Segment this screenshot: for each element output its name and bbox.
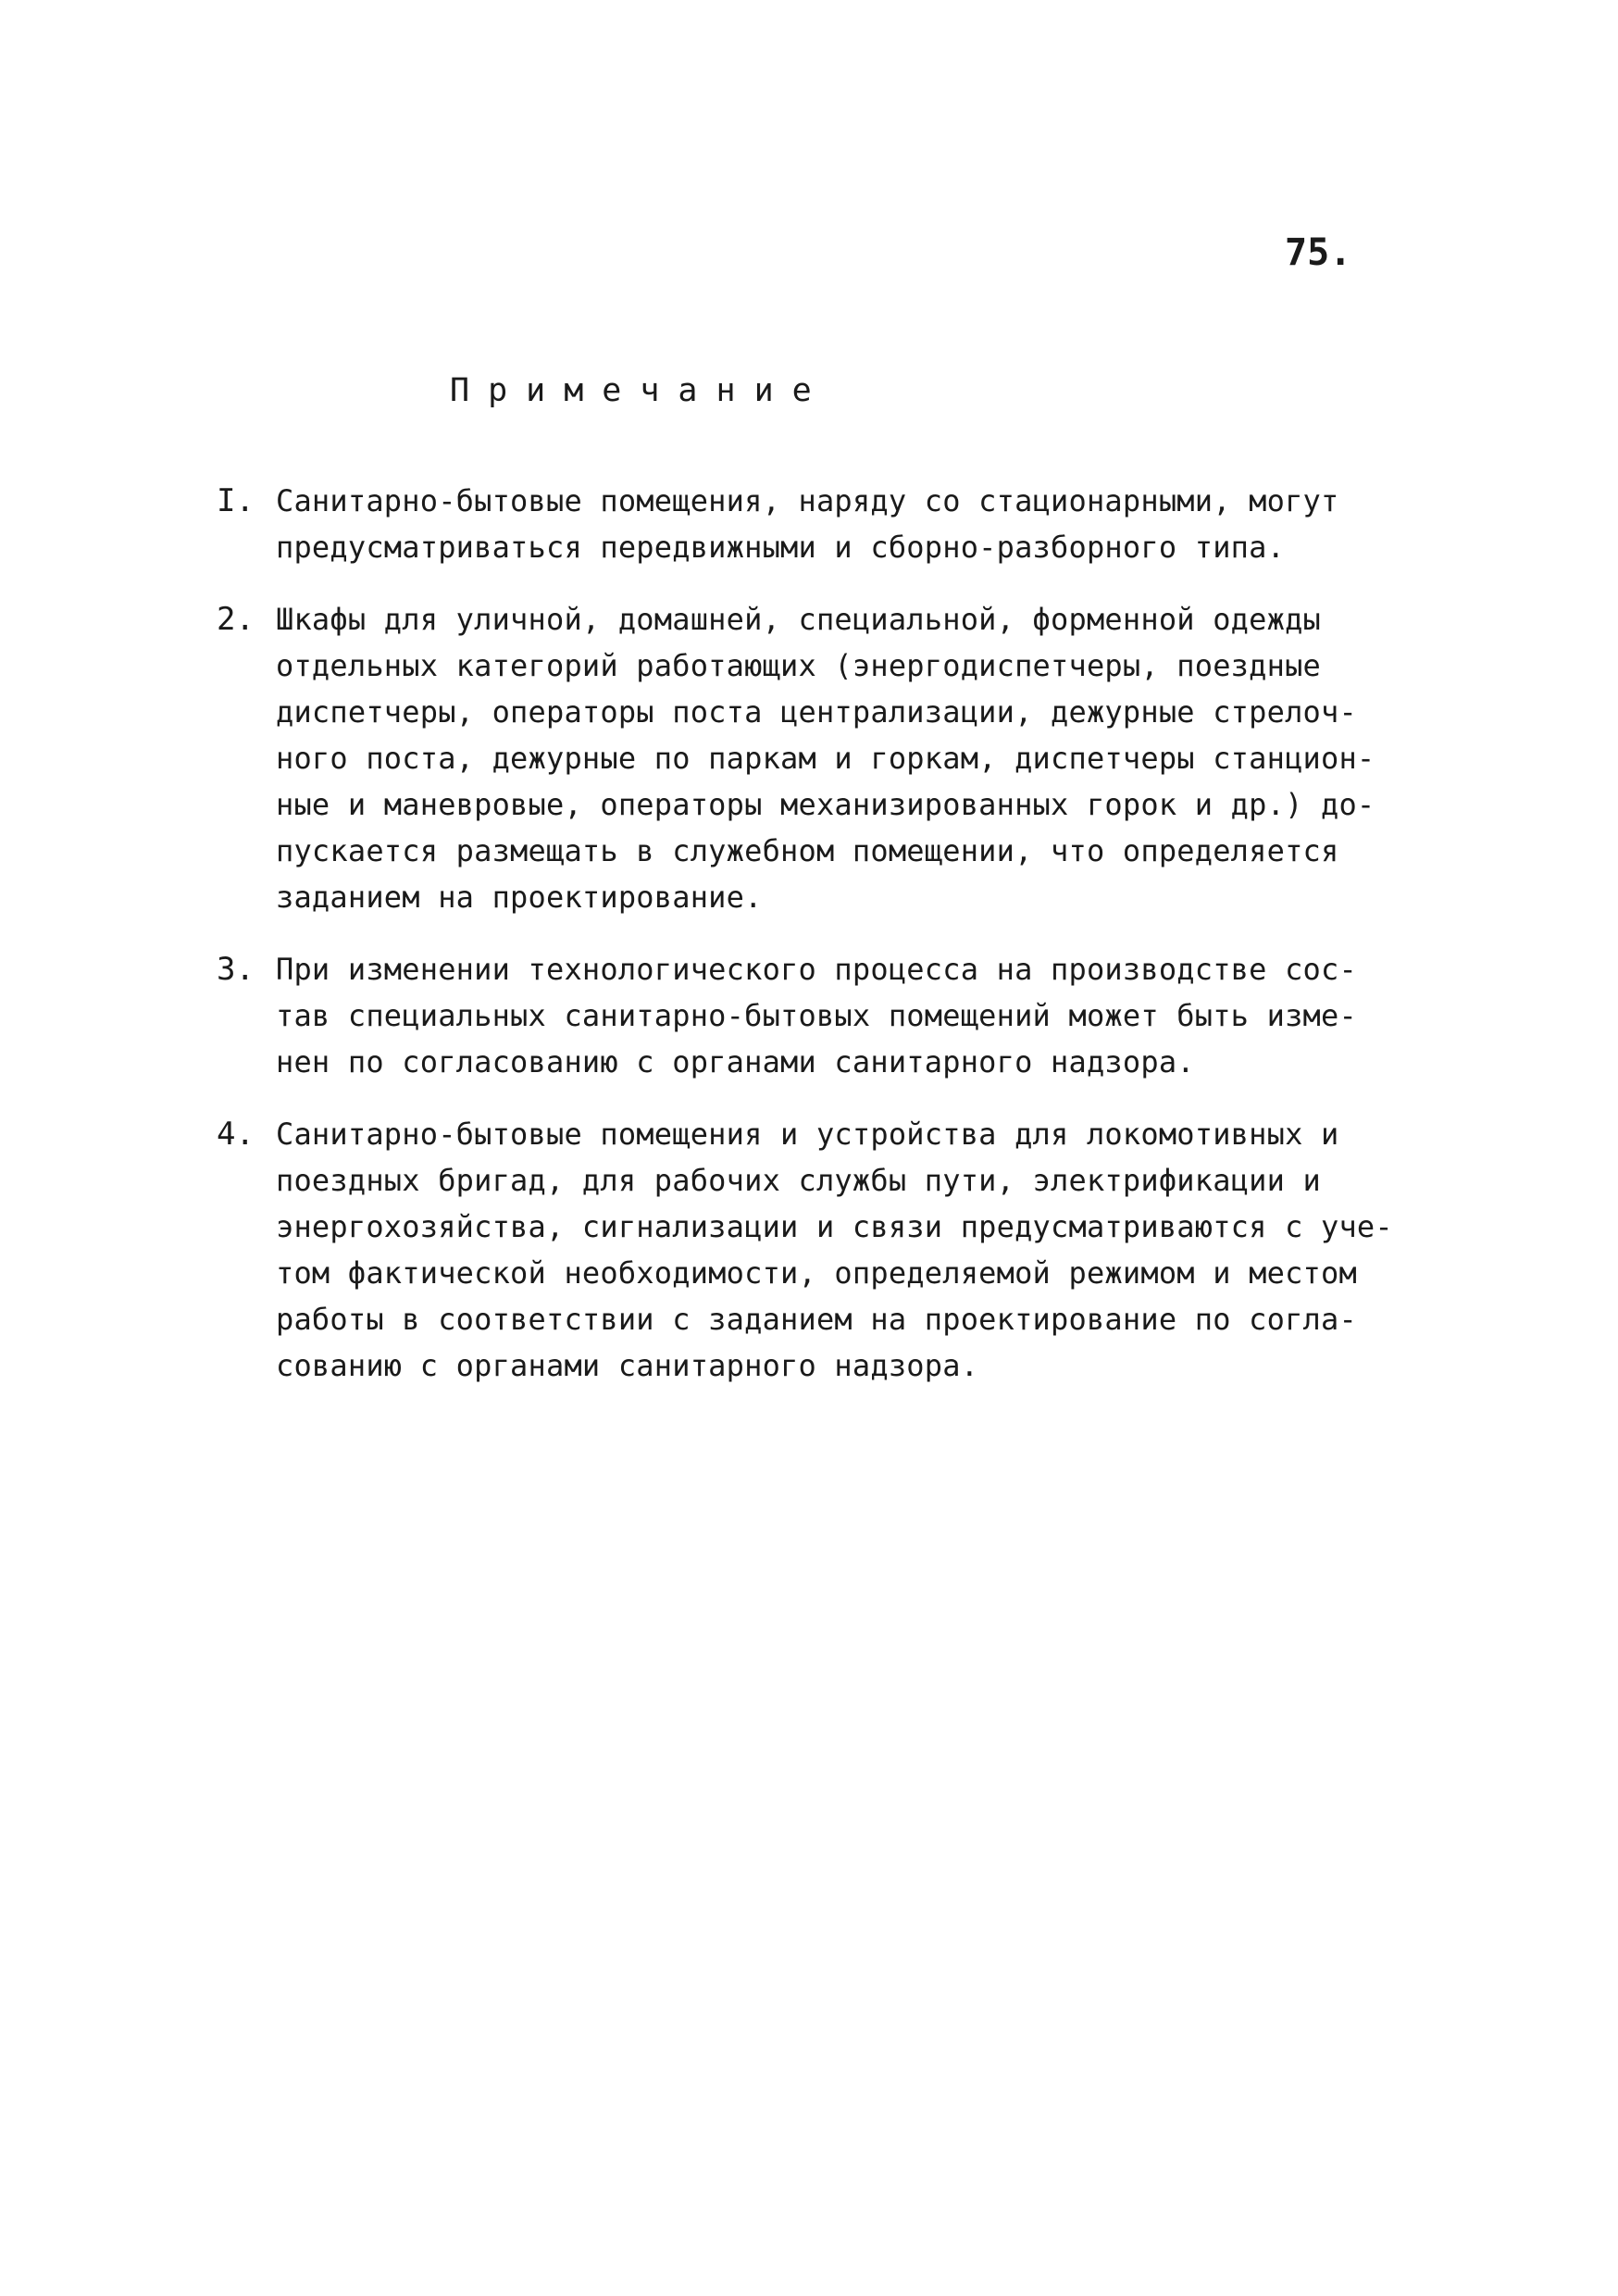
note-line: пускается размещать в служебном помещении, что определяется [276,833,1339,868]
note-number: 4. [217,1116,255,1153]
note-text [276,1111,1442,1389]
note-line: Шкафы для уличной, домашней, специальной, форменной одежды [276,602,1322,637]
note-line: диспетчеры, операторы поста централизации, дежурные стрелоч- [276,694,1357,730]
note-line: ные и маневровые, операторы механизированных горок и др.) до- [276,787,1375,822]
note-line: Санитарно-бытовые помещения, наряду со стационарными, могут [276,483,1339,518]
note-text [276,946,1442,1085]
note-number: 3. [217,951,255,988]
note-line: поездных бригад, для рабочих службы пути, электрификации и [276,1163,1322,1198]
page-number: 75. [1285,231,1352,274]
note-line: предусматриваться передвижными и сборно-разборного типа. [276,530,1286,565]
note-text [276,596,1442,920]
note-text [276,478,1442,570]
note-line: том фактической необходимости, определяемой режимом и местом [276,1255,1357,1291]
note-line: тав специальных санитарно-бытовых помещений может быть изме- [276,998,1357,1033]
note-number: 2. [217,601,255,638]
notes-heading: Примечание [450,372,830,409]
note-item-4 [211,1111,1442,1389]
note-number: I. [217,482,255,519]
note-line: сованию с органами санитарного надзора. [276,1348,979,1383]
notes-list [211,478,1442,1415]
note-item-2 [211,596,1442,920]
note-line: нен по согласованию с органами санитарного надзора. [276,1044,1195,1079]
note-line: ного поста, дежурные по паркам и горкам, диспетчеры станцион- [276,741,1375,776]
note-line: отдельных категорий работающих (энергодиспетчеры, поездные [276,648,1322,683]
note-line: заданием на проектирование. [276,880,763,915]
note-line: работы в соответствии с заданием на проектирование по согла- [276,1302,1357,1337]
note-item-3 [211,946,1442,1085]
note-line: Санитарно-бытовые помещения и устройства для локомотивных и [276,1117,1339,1152]
note-item-1 [211,478,1442,570]
note-line: энергохозяйства, сигнализации и связи предусматриваются с уче- [276,1209,1393,1244]
note-line: При изменении технологического процесса на производстве сос- [276,952,1357,987]
